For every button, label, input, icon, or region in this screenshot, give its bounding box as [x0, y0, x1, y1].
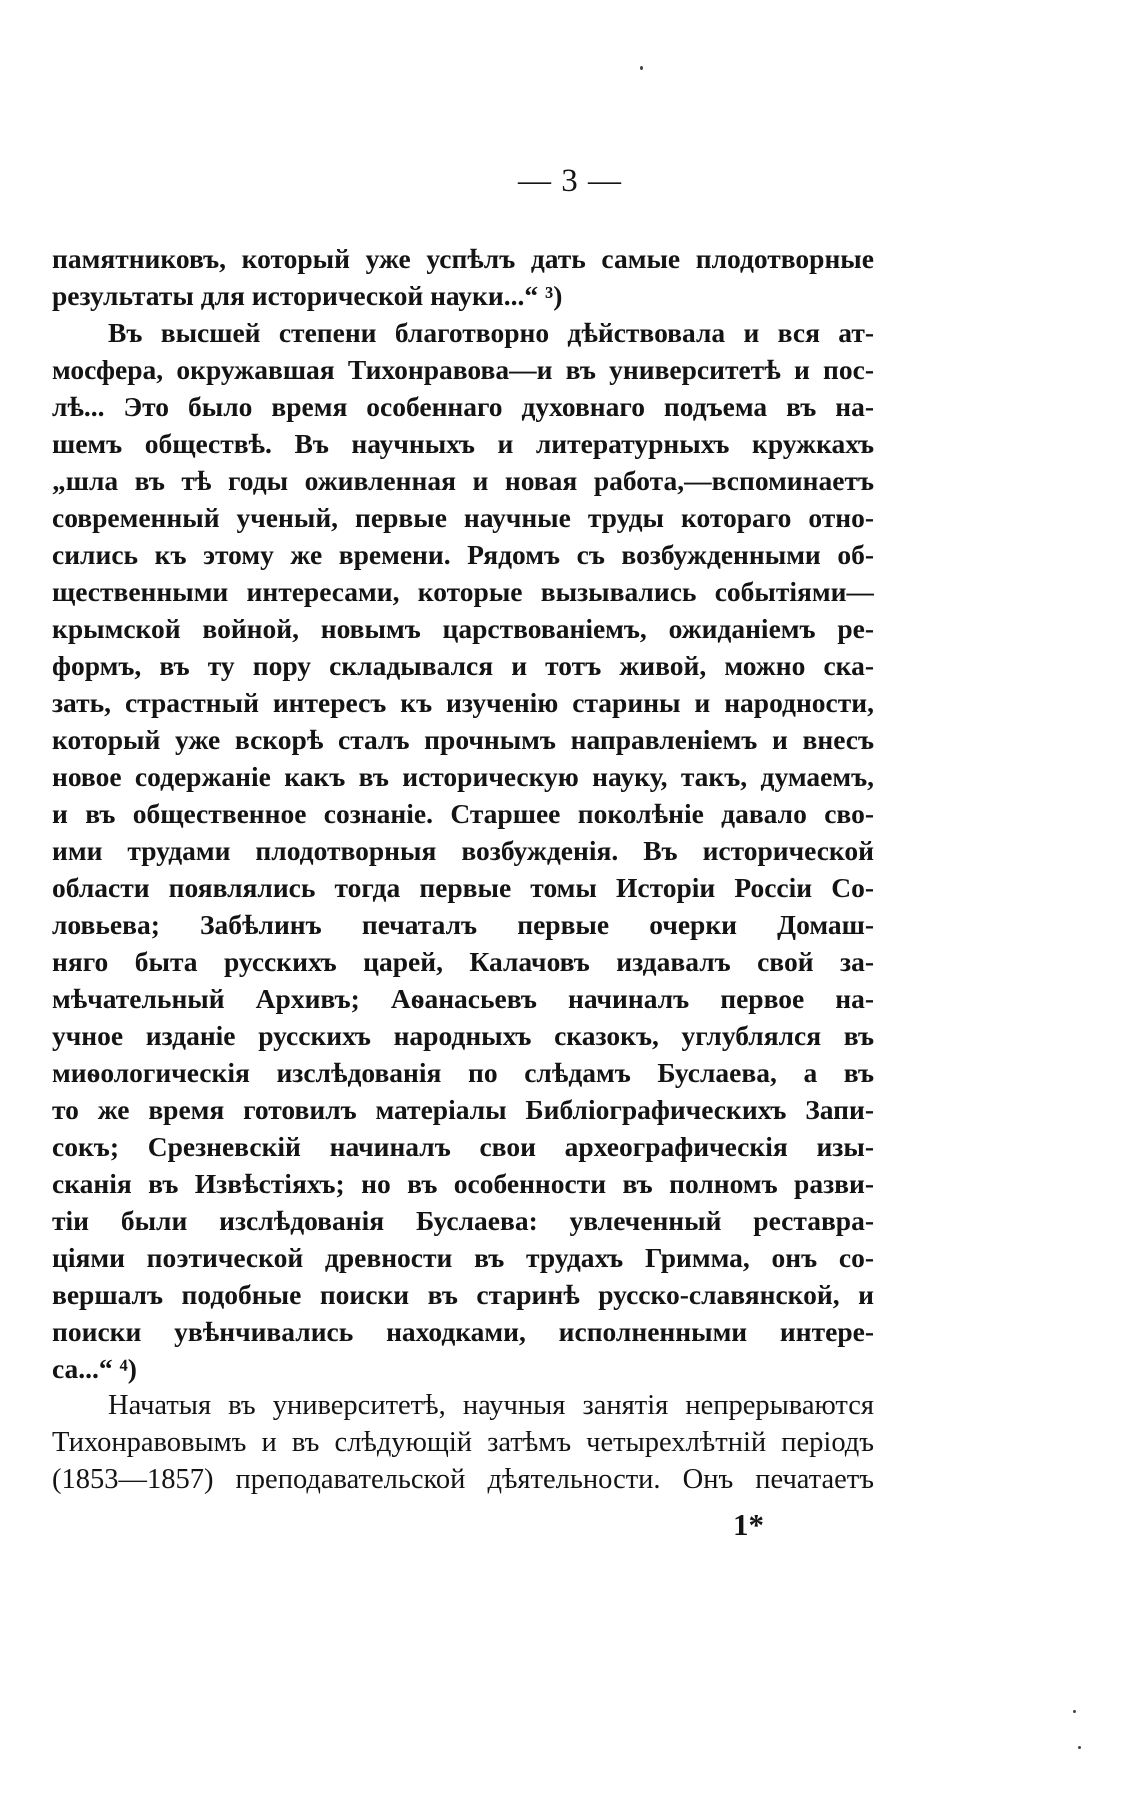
text-line: зать, страстный интересъ къ изученію старины и народности, — [52, 687, 874, 718]
text-line: „шла въ тѣ годы оживленная и новая работа,—вспоминаетъ — [52, 465, 874, 496]
text-line: щественными интересами, которые вызывались событіями— — [52, 576, 874, 607]
text-line: области появлялись тогда первые томы Исторіи Россіи Со- — [52, 872, 874, 903]
text-line: учное изданіе русскихъ народныхъ сказокъ, углублялся въ — [52, 1020, 874, 1051]
text-line: Тихонравовымъ и въ слѣдующій затѣмъ четырехлѣтній періодъ — [52, 1427, 874, 1458]
text-line: тіи были изслѣдованія Буслаева: увлеченный реставра- — [52, 1205, 874, 1236]
signature-mark: 1* — [733, 1507, 764, 1542]
text-line: вершалъ подобные поиски въ старинѣ русско-славянской, и — [52, 1279, 874, 1310]
text-line: мосфера, окружавшая Тихонравова—и въ университетѣ и пос- — [52, 354, 874, 385]
text-line: мѣчательный Архивъ; Аѳанасьевъ начиналъ первое на- — [52, 983, 874, 1014]
scan-speck — [1073, 1710, 1076, 1713]
text-line: ими трудами плодотворныя возбужденія. Въ исторической — [52, 835, 874, 866]
text-line: шемъ обществѣ. Въ научныхъ и литературныхъ кружкахъ — [52, 428, 874, 459]
text-line: Начатыя въ университетѣ, научныя занятія непрерываются — [108, 1390, 874, 1421]
text-line: новое содержаніе какъ въ историческую науку, такъ, думаемъ, — [52, 761, 874, 792]
text-line: и въ общественное сознаніе. Старшее поколѣніе давало сво- — [52, 798, 874, 829]
body-text — [52, 240, 874, 1498]
text-line: который уже вскорѣ сталъ прочнымъ направленіемъ и внесъ — [52, 724, 874, 755]
text-line: Въ высшей степени благотворно дѣйствовала и вся ат- — [108, 317, 874, 348]
text-line: лѣ... Это было время особеннаго духовнаго подъема въ на- — [52, 391, 874, 422]
scan-speck — [1078, 1746, 1081, 1749]
scan-speck — [640, 66, 643, 70]
text-line: памятниковъ, который уже успѣлъ дать самые плодотворные — [52, 243, 874, 274]
text-line: результаты для исторической науки...“ ³) — [52, 280, 563, 311]
text-line: формъ, въ ту пору складывался и тотъ живой, можно ска- — [52, 650, 874, 681]
text-line: няго быта русскихъ царей, Калачовъ издавалъ свой за- — [52, 946, 874, 977]
text-line: са...“ ⁴) — [52, 1353, 137, 1384]
text-line: современный ученый, первые научные труды котораго отно- — [52, 502, 874, 533]
text-line: ловьева; Забѣлинъ печаталъ первые очерки Домаш- — [52, 909, 874, 940]
text-line: крымской войной, новымъ царствованіемъ, ожиданіемъ ре- — [52, 613, 874, 644]
text-line: сканія въ Извѣстіяхъ; но въ особенности въ полномъ разви- — [52, 1168, 874, 1199]
text-line: сокъ; Срезневскій начиналъ свои археографическія изы- — [52, 1131, 874, 1162]
text-line: сились къ этому же времени. Рядомъ съ возбужденными об- — [52, 539, 874, 570]
page-number: — 3 — — [518, 163, 622, 199]
text-line: поиски увѣнчивались находками, исполненными интере- — [52, 1316, 874, 1347]
text-line: ціями поэтической древности въ трудахъ Гримма, онъ со- — [52, 1242, 874, 1273]
text-line: то же время готовилъ матеріалы Библіографическихъ Запи- — [52, 1094, 874, 1125]
text-line: миѳологическія изслѣдованія по слѣдамъ Буслаева, а въ — [52, 1057, 874, 1088]
text-line: (1853—1857) преподавательской дѣятельности. Онъ печатаетъ — [52, 1464, 874, 1495]
